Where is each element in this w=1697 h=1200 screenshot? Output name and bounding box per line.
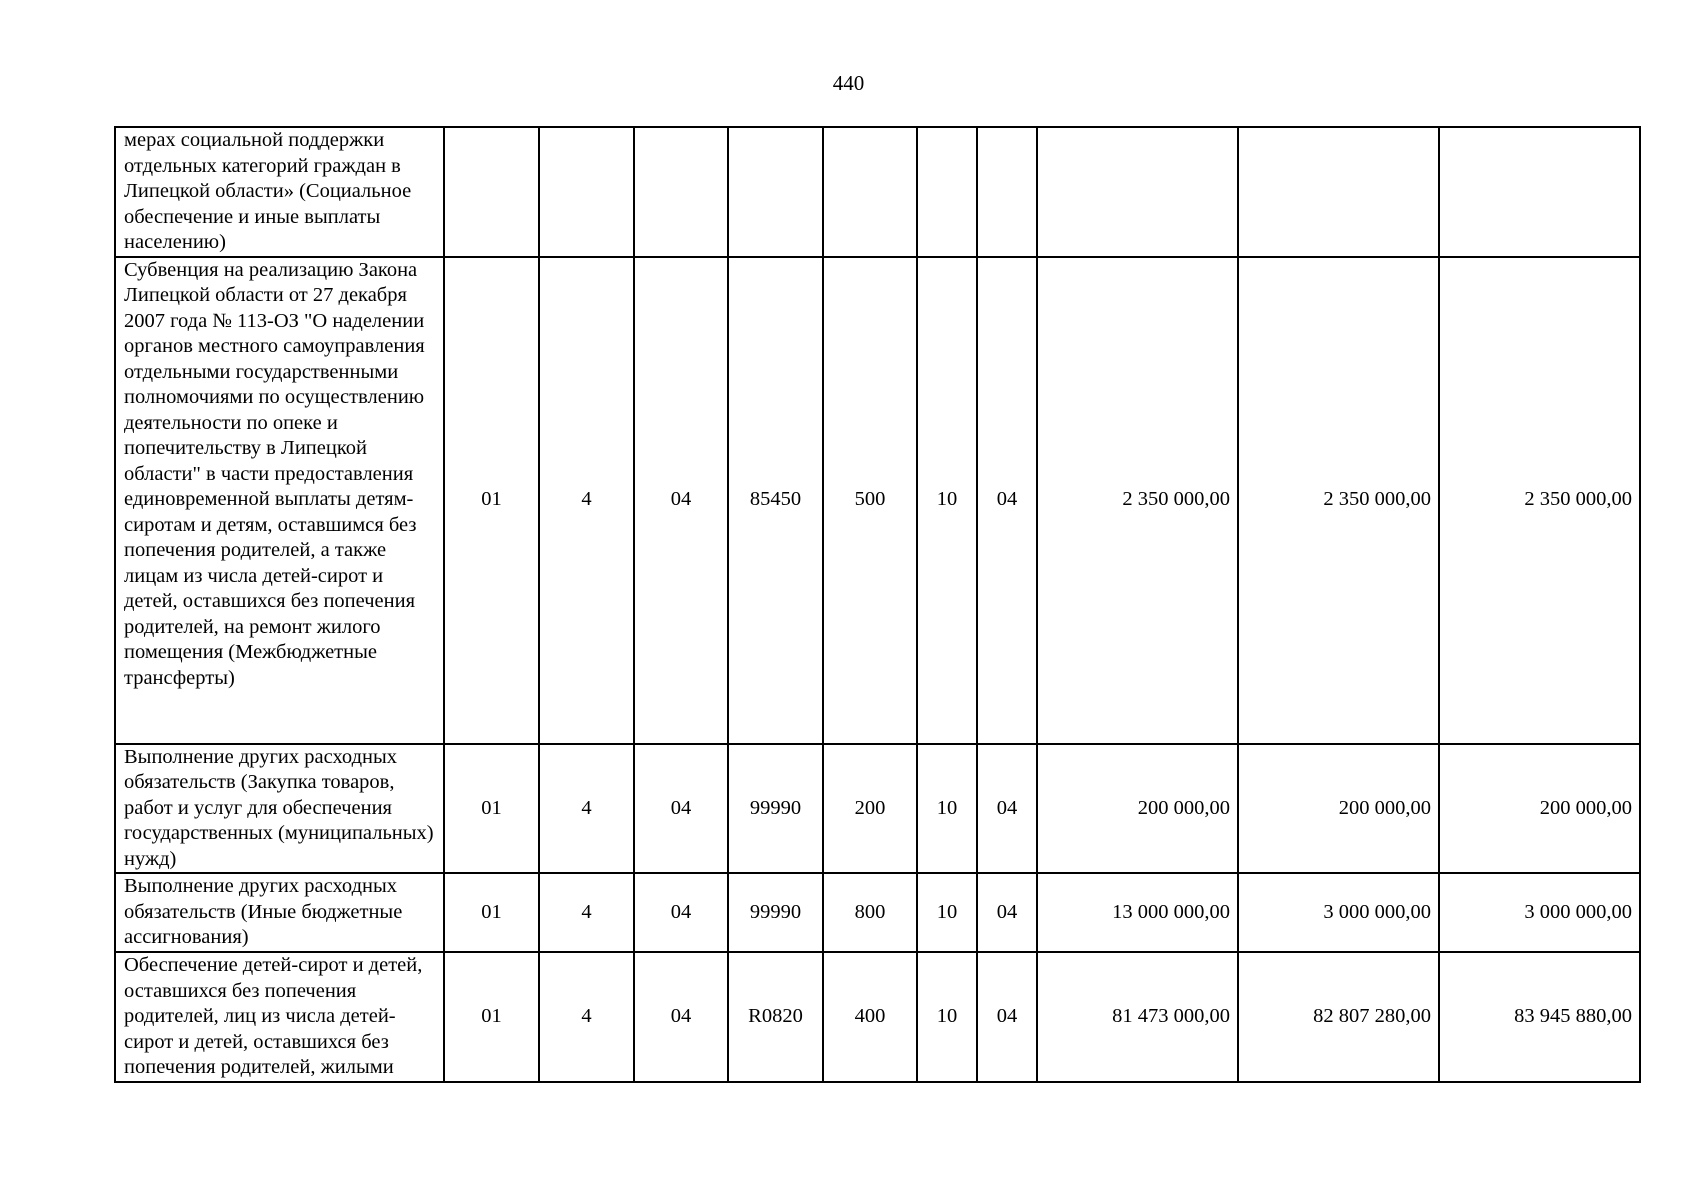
table-row: [115, 127, 1640, 257]
amount-year-2-cell: [1238, 127, 1439, 257]
subsection-cell: 04: [977, 744, 1037, 874]
row-name-cell: Выполнение других расходных обязательств (Закупка товаров, работ и услуг для обеспечения государственных (муниципальных) нужд): [115, 744, 444, 874]
program-code-cell: [444, 127, 539, 257]
amount-year-2-cell: 82 807 280,00: [1238, 952, 1439, 1082]
section-cell: 10: [917, 952, 977, 1082]
amount-year-1-cell: 13 000 000,00: [1037, 873, 1238, 952]
subsection-cell: 04: [977, 257, 1037, 744]
program-code-cell: 01: [444, 257, 539, 744]
expense-direction-cell: 85450: [728, 257, 823, 744]
table-row: [115, 744, 1640, 874]
expense-direction-cell: 99990: [728, 744, 823, 874]
table-row: [115, 952, 1640, 1082]
expense-direction-cell: 99990: [728, 873, 823, 952]
expense-type-cell: 500: [823, 257, 917, 744]
subsection-cell: 04: [977, 952, 1037, 1082]
expense-type-cell: 200: [823, 744, 917, 874]
main-activity-cell: [634, 127, 728, 257]
amount-year-1-cell: 2 350 000,00: [1037, 257, 1238, 744]
amount-year-3-cell: 83 945 880,00: [1439, 952, 1640, 1082]
amount-year-3-cell: 2 350 000,00: [1439, 257, 1640, 744]
expense-direction-cell: R0820: [728, 952, 823, 1082]
amount-year-3-cell: 3 000 000,00: [1439, 873, 1640, 952]
table-row: [115, 257, 1640, 744]
budget-table: [114, 126, 1641, 1083]
amount-year-3-cell: [1439, 127, 1640, 257]
amount-year-2-cell: 2 350 000,00: [1238, 257, 1439, 744]
subprogram-type-cell: 4: [539, 873, 634, 952]
subprogram-type-cell: 4: [539, 257, 634, 744]
amount-year-1-cell: 81 473 000,00: [1037, 952, 1238, 1082]
main-activity-cell: 04: [634, 952, 728, 1082]
page-number: 440: [832, 71, 865, 95]
expense-type-cell: [823, 127, 917, 257]
subprogram-type-cell: [539, 127, 634, 257]
section-cell: [917, 127, 977, 257]
expense-type-cell: 800: [823, 873, 917, 952]
amount-year-1-cell: 200 000,00: [1037, 744, 1238, 874]
amount-year-2-cell: 200 000,00: [1238, 744, 1439, 874]
main-activity-cell: 04: [634, 744, 728, 874]
amount-year-2-cell: 3 000 000,00: [1238, 873, 1439, 952]
subprogram-type-cell: 4: [539, 744, 634, 874]
row-name-cell: мерах социальной поддержки отдельных категорий граждан в Липецкой области» (Социальное обеспечение и иные выплаты населению): [115, 127, 444, 257]
row-name-cell: Обеспечение детей-сирот и детей, оставшихся без попечения родителей, лиц из числа детей-сирот и детей, оставшихся без попечения родителей, жилыми: [115, 952, 444, 1082]
subsection-cell: 04: [977, 873, 1037, 952]
main-activity-cell: 04: [634, 257, 728, 744]
table-row: [115, 873, 1640, 952]
section-cell: 10: [917, 873, 977, 952]
amount-year-1-cell: [1037, 127, 1238, 257]
program-code-cell: 01: [444, 952, 539, 1082]
row-name-cell: Субвенция на реализацию Закона Липецкой области от 27 декабря 2007 года № 113-ОЗ "О наделении органов местного самоуправления отдельными государственными полномочиями по осуществлению деятельности по опеке и попечительству в Липецкой области" в части предоставления единовременной выплаты детям-сиротам и детям, оставшимся без попечения родителей, а также лицам из числа детей-сирот и детей, оставшихся без попечения родителей, на ремонт жилого помещения (Межбюджетные трансферты): [115, 257, 444, 744]
expense-type-cell: 400: [823, 952, 917, 1082]
main-activity-cell: 04: [634, 873, 728, 952]
amount-year-3-cell: 200 000,00: [1439, 744, 1640, 874]
row-name-cell: Выполнение других расходных обязательств (Иные бюджетные ассигнования): [115, 873, 444, 952]
program-code-cell: 01: [444, 873, 539, 952]
section-cell: 10: [917, 257, 977, 744]
section-cell: 10: [917, 744, 977, 874]
subprogram-type-cell: 4: [539, 952, 634, 1082]
expense-direction-cell: [728, 127, 823, 257]
subsection-cell: [977, 127, 1037, 257]
program-code-cell: 01: [444, 744, 539, 874]
